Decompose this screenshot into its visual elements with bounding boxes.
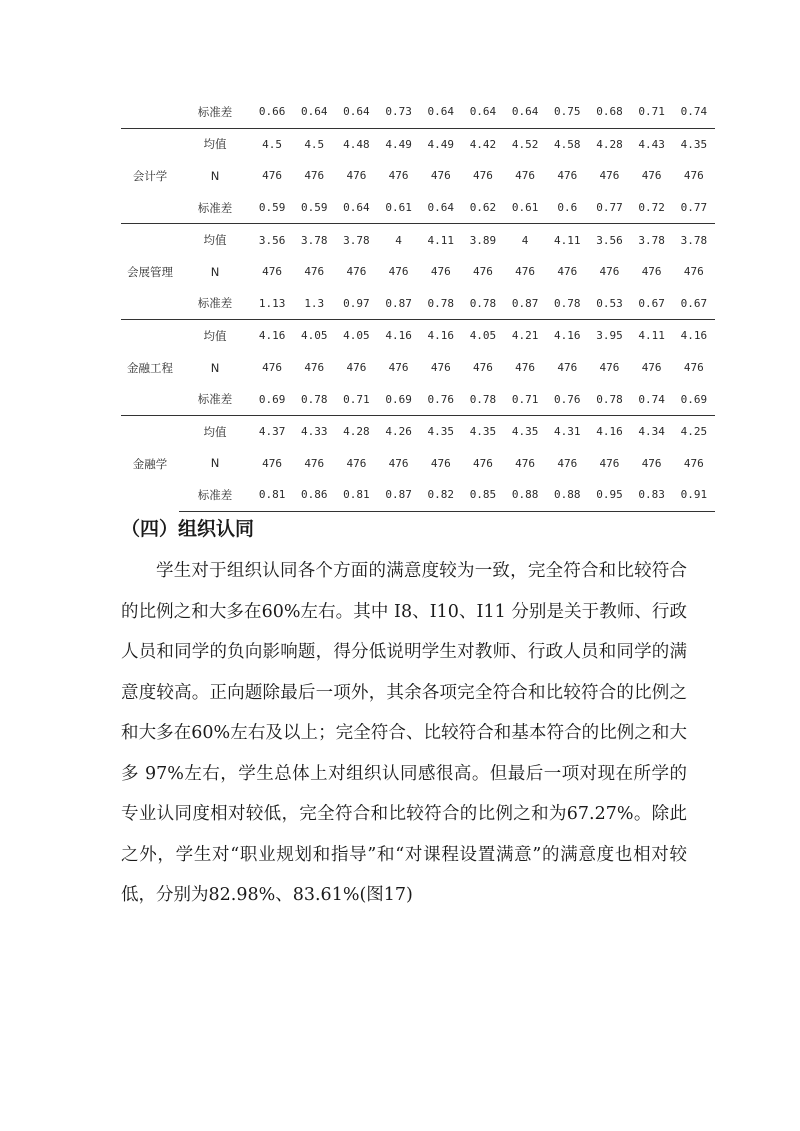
value-cell: 476 [599, 456, 620, 470]
row-label: 标准差 [197, 296, 233, 311]
value-cell: 476 [262, 361, 283, 375]
group-name: 金融学 [121, 415, 179, 511]
value-cell: 4.34 [631, 415, 673, 447]
value-cell: 3.89 [462, 224, 504, 256]
group-name-cell [121, 96, 179, 128]
value-cell: 4.16 [420, 320, 462, 352]
value-cell: 476 [473, 361, 493, 375]
value-cell: 476 [430, 456, 451, 470]
value-cell: 4.28 [588, 128, 630, 160]
value-cell: 0.78 [596, 392, 623, 406]
value-cell: 0.87 [511, 296, 539, 310]
value-cell: 4.5 [251, 128, 293, 160]
value-cell: 476 [430, 361, 451, 375]
value-cell: 476 [515, 169, 536, 183]
value-cell: 0.76 [554, 392, 581, 406]
value-cell: 476 [557, 456, 578, 470]
value-cell: 476 [515, 456, 536, 470]
value-cell: 4.43 [631, 128, 673, 160]
value-cell: 0.64 [301, 105, 328, 119]
value-cell: 4 [504, 224, 546, 256]
value-cell: 476 [599, 169, 620, 183]
row-label: 标准差 [197, 104, 233, 119]
value-cell: 476 [473, 265, 493, 279]
value-cell: 0.95 [588, 479, 630, 511]
value-cell: 0.68 [596, 105, 623, 119]
table-row [121, 288, 715, 320]
value-cell: 476 [683, 456, 704, 470]
group-name: 会计学 [121, 128, 179, 224]
table-row [121, 192, 715, 224]
value-cell: 0.73 [385, 105, 412, 119]
value-cell: 4.35 [504, 415, 546, 447]
value-cell: 3.78 [335, 224, 377, 256]
value-cell: 3.56 [251, 224, 293, 256]
row-label: N [210, 456, 220, 471]
value-cell: 4.25 [673, 415, 715, 447]
value-cell: 0.85 [462, 479, 504, 511]
value-cell: 0.78 [427, 296, 455, 310]
value-cell: 476 [304, 169, 325, 183]
value-cell: 4.11 [546, 224, 588, 256]
value-cell: 4.5 [293, 128, 335, 160]
value-cell: 476 [557, 265, 578, 279]
value-cell: 476 [262, 169, 283, 183]
value-cell: 0.78 [469, 296, 497, 310]
value-cell: 0.76 [427, 392, 455, 406]
table-row [121, 224, 715, 256]
value-cell: 476 [388, 265, 409, 279]
value-cell: 3.78 [673, 224, 715, 256]
value-cell: 476 [641, 361, 662, 375]
value-cell: 476 [515, 361, 536, 375]
value-cell: 0.78 [301, 392, 328, 406]
value-cell: 476 [430, 265, 451, 279]
value-cell: 0.64 [469, 105, 497, 119]
value-cell: 0.66 [258, 105, 286, 119]
table-row [121, 96, 715, 128]
value-cell: 0.78 [469, 392, 497, 406]
value-cell: 4.16 [588, 415, 630, 447]
value-cell: 0.87 [385, 296, 412, 310]
value-cell: 476 [599, 265, 620, 279]
value-cell: 0.86 [293, 479, 335, 511]
value-cell: 476 [641, 169, 662, 183]
table-row [121, 383, 715, 415]
value-cell: 0.59 [301, 201, 328, 215]
value-cell: 0.91 [673, 479, 715, 511]
value-cell: 4.35 [462, 415, 504, 447]
value-cell: 0.67 [680, 296, 708, 310]
value-cell: 4.37 [251, 415, 293, 447]
value-cell: 0.53 [596, 296, 623, 310]
value-cell: 0.78 [554, 296, 581, 310]
row-label: N [210, 264, 220, 279]
row-label: 标准差 [179, 479, 251, 511]
value-cell: 0.81 [335, 479, 377, 511]
value-cell: 0.64 [511, 105, 539, 119]
value-cell: 0.64 [427, 201, 455, 215]
value-cell: 0.61 [385, 201, 412, 215]
value-cell: 476 [557, 361, 578, 375]
row-label: 均值 [179, 320, 251, 352]
value-cell: 4.16 [251, 320, 293, 352]
value-cell: 4.21 [504, 320, 546, 352]
value-cell: 3.78 [631, 224, 673, 256]
value-cell: 0.72 [638, 201, 665, 215]
value-cell: 0.67 [638, 296, 665, 310]
value-cell: 0.64 [343, 201, 370, 215]
table-row [121, 256, 715, 288]
value-cell: 476 [346, 361, 367, 375]
value-cell: 0.61 [511, 201, 539, 215]
table-row [121, 352, 715, 384]
value-cell: 0.77 [596, 201, 623, 215]
value-cell: 0.64 [427, 105, 455, 119]
value-cell: 476 [262, 265, 283, 279]
value-cell: 1.13 [258, 296, 286, 310]
value-cell: 4.16 [378, 320, 420, 352]
value-cell: 0.97 [343, 296, 370, 310]
value-cell: 4.33 [293, 415, 335, 447]
table-row [121, 448, 715, 480]
table-row [121, 128, 715, 160]
value-cell: 4.42 [462, 128, 504, 160]
value-cell: 476 [683, 265, 704, 279]
value-cell: 0.71 [343, 392, 370, 406]
value-cell: 476 [473, 456, 493, 470]
row-label: N [210, 360, 220, 375]
table-row [121, 479, 715, 511]
value-cell: 4.49 [378, 128, 420, 160]
value-cell: 4.49 [420, 128, 462, 160]
value-cell: 476 [641, 456, 662, 470]
value-cell: 476 [388, 169, 409, 183]
value-cell: 0.71 [638, 105, 665, 119]
section-heading: （四）组织认同 [121, 518, 255, 540]
value-cell: 0.62 [469, 201, 497, 215]
value-cell: 476 [346, 265, 367, 279]
value-cell: 476 [557, 169, 578, 183]
value-cell: 0.64 [343, 105, 370, 119]
value-cell: 0.71 [511, 392, 539, 406]
value-cell: 4.28 [335, 415, 377, 447]
section-paragraph: 学生对于组织认同各个方面的满意度较为一致，完全符合和比较符合的比例之和大多在60%左右。其中 I8、I10、I11 分别是关于教师、行政人员和同学的负向影响题，得分低说明学生对教师、行政人员和同学的满意度较高。正向题除最后一项外，其余各项完全符合和比较符合的比例之和大多在60%左右及以上；完全符合、比较符合和基本符合的比例之和大多 97%左右，学生总体上对组织认同感很高。但最后一项对现在所学的专业认同度相对较低，完全符合和比较符合的比例之和为67.27%。除此之外，学生对“职业规划和指导”和“对课程设置满意”的满意度也相对较低，分别为82.98%、83.61%(图17) [121, 561, 687, 905]
value-cell: 4.52 [504, 128, 546, 160]
row-label: 标准差 [197, 200, 233, 215]
row-label: N [210, 168, 220, 183]
value-cell: 4.16 [546, 320, 588, 352]
value-cell: 476 [304, 265, 325, 279]
statistics-table [121, 96, 715, 512]
value-cell: 0.69 [385, 392, 412, 406]
value-cell: 0.75 [554, 105, 581, 119]
table-row [121, 160, 715, 192]
value-cell: 1.3 [304, 296, 325, 310]
value-cell: 0.74 [638, 392, 665, 406]
value-cell: 476 [515, 265, 536, 279]
table-row [121, 320, 715, 352]
value-cell: 0.77 [680, 201, 708, 215]
value-cell: 0.69 [680, 392, 708, 406]
value-cell: 0.87 [378, 479, 420, 511]
row-label: 均值 [179, 128, 251, 160]
value-cell: 0.6 [557, 201, 578, 215]
value-cell: 476 [641, 265, 662, 279]
value-cell: 0.69 [258, 392, 286, 406]
value-cell: 4.11 [631, 320, 673, 352]
value-cell: 0.74 [680, 105, 708, 119]
row-label: 标准差 [197, 392, 233, 407]
value-cell: 0.59 [258, 201, 286, 215]
value-cell: 476 [346, 456, 367, 470]
value-cell: 476 [346, 169, 367, 183]
row-label: 均值 [179, 224, 251, 256]
value-cell: 4.11 [420, 224, 462, 256]
value-cell: 476 [683, 169, 704, 183]
group-name: 会展管理 [121, 224, 179, 320]
value-cell: 0.81 [251, 479, 293, 511]
value-cell: 4.16 [673, 320, 715, 352]
value-cell: 3.56 [588, 224, 630, 256]
value-cell: 4.48 [335, 128, 377, 160]
value-cell: 476 [262, 456, 283, 470]
value-cell: 4 [378, 224, 420, 256]
value-cell: 476 [473, 169, 493, 183]
table-row [121, 415, 715, 447]
value-cell: 4.31 [546, 415, 588, 447]
value-cell: 476 [683, 361, 704, 375]
value-cell: 4.05 [335, 320, 377, 352]
value-cell: 4.58 [546, 128, 588, 160]
value-cell: 476 [388, 361, 409, 375]
value-cell: 4.35 [673, 128, 715, 160]
value-cell: 0.88 [546, 479, 588, 511]
value-cell: 476 [304, 361, 325, 375]
value-cell: 4.35 [420, 415, 462, 447]
value-cell: 4.26 [378, 415, 420, 447]
value-cell: 0.88 [504, 479, 546, 511]
value-cell: 0.82 [420, 479, 462, 511]
value-cell: 476 [304, 456, 325, 470]
value-cell: 4.05 [462, 320, 504, 352]
value-cell: 4.05 [293, 320, 335, 352]
group-name: 金融工程 [121, 320, 179, 416]
value-cell: 0.83 [631, 479, 673, 511]
value-cell: 476 [599, 361, 620, 375]
value-cell: 476 [388, 456, 409, 470]
value-cell: 3.95 [588, 320, 630, 352]
value-cell: 3.78 [293, 224, 335, 256]
row-label: 均值 [179, 415, 251, 447]
value-cell: 476 [430, 169, 451, 183]
